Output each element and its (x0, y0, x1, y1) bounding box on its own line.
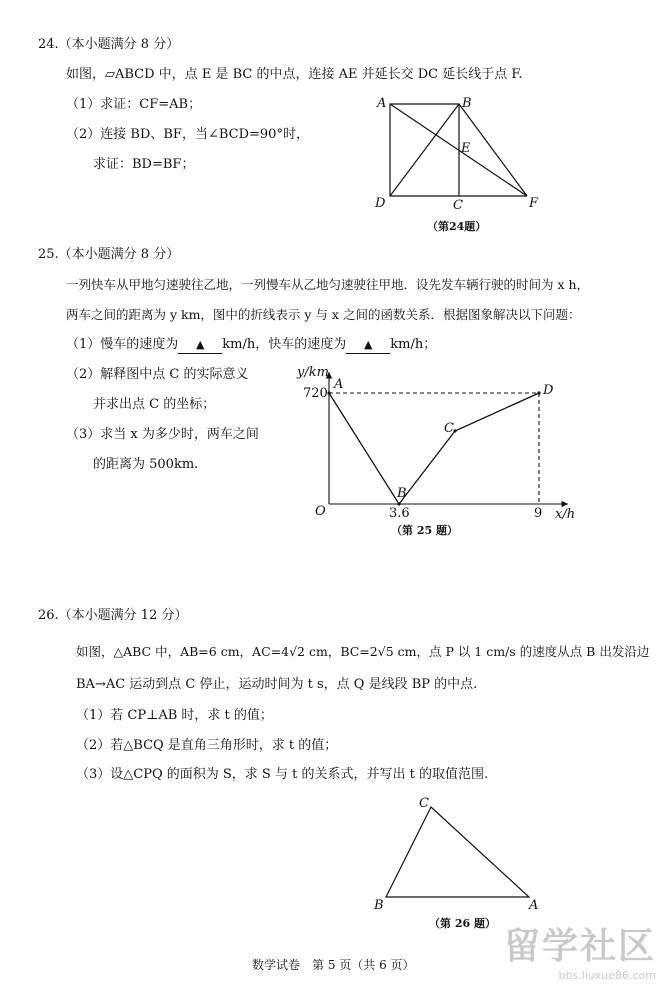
q25-blank-2: ▲ (346, 337, 390, 354)
q25-caption: （第 25 题） (391, 524, 458, 537)
q24-part2: （2）连接 BD、BF，当∠BCD=90°时， (66, 127, 309, 142)
q24-label-c: C (453, 198, 463, 213)
q24-part1: （1）求证：CF=AB； (66, 97, 202, 112)
q24-label-d: D (375, 196, 386, 211)
q25-stem-line2: 两车之间的距离为 y km，图中的折线表示 y 与 x 之间的函数关系．根据图象解决以下问题： (66, 307, 581, 322)
page-footer: 数学试卷 第 5 页（共 6 页） (252, 958, 415, 972)
q24-part2-cont: 求证：BD=BF； (93, 157, 195, 172)
q25-stem-line1: 一列快车从甲地匀速驶往乙地，一列慢车从乙地匀速驶往甲地．设先发车辆行驶的时间为 x h， (66, 277, 590, 292)
graph-label-a: A (334, 377, 344, 392)
graph-ytick-720: 720 (303, 386, 328, 401)
q26-heading: 26.（本小题满分 12 分） (38, 608, 188, 623)
q25-part3-cont: 的距离为 500km. (93, 457, 199, 472)
q24-stem: 如图，▱ABCD 中，点 E 是 BC 的中点，连接 AE 并延长交 DC 延长线于点 F. (66, 67, 523, 82)
q25-part3: （3）求当 x 为多少时，两车之间 (66, 427, 259, 442)
graph-label-c: C (444, 421, 454, 436)
q26-stem-line1: 如图，△ABC 中，AB=6 cm，AC=4√2 cm，BC=2√5 cm，点 P 以 1 cm/s 的速度从点 B 出发沿边 (76, 644, 650, 659)
q25-part1-text-c: km/h； (390, 337, 437, 352)
q24-label-a: A (377, 96, 387, 111)
q24-label-f: F (529, 196, 539, 211)
q26-part3: （3）设△CPQ 的面积为 S，求 S 与 t 的关系式，并写出 t 的取值范围. (76, 767, 489, 782)
graph-origin: O (315, 504, 326, 519)
q25-blank-1: ▲ (178, 337, 222, 354)
graph-label-d: D (543, 383, 554, 398)
watermark (504, 918, 656, 982)
graph-xlabel: x/h (555, 507, 576, 522)
q25-part1-text-a: （1）慢车的速度为 (66, 337, 179, 352)
graph-xtick-9: 9 (534, 506, 543, 521)
graph-label-b: B (397, 486, 407, 501)
q24-caption: （第24题） (427, 220, 487, 233)
q25-part2-cont: 并求出点 C 的坐标； (93, 397, 216, 412)
q26-caption: （第 26 题） (429, 917, 496, 930)
q26-label-b: B (374, 898, 384, 913)
q24-label-e: E (461, 141, 471, 156)
q24-label-b: B (462, 96, 472, 111)
q26-label-c: C (419, 796, 429, 811)
graph-xtick-3-6: 3.6 (389, 506, 410, 521)
q25-part1-text-b: km/h，快车的速度为 (222, 337, 347, 352)
q25-part2: （2）解释图中点 C 的实际意义 (66, 367, 249, 382)
watermark-url: bbs.liuxue86.com (558, 969, 656, 982)
q26-label-a: A (529, 898, 539, 913)
q26-stem-line2: BA→AC 运动到点 C 停止，运动时间为 t s，点 Q 是线段 BP 的中点. (76, 677, 478, 692)
graph-ylabel: y/km (297, 365, 329, 380)
q26-part2: （2）若△BCQ 是直角三角形时，求 t 的值； (76, 738, 338, 753)
q26-part1: （1）若 CP⊥AB 时，求 t 的值； (76, 708, 273, 723)
watermark-logo: 留学社区 (503, 926, 656, 967)
q25-heading: 25.（本小题满分 8 分） (38, 247, 180, 262)
q24-heading: 24.（本小题满分 8 分） (38, 37, 180, 52)
triangle-abc (386, 807, 529, 897)
